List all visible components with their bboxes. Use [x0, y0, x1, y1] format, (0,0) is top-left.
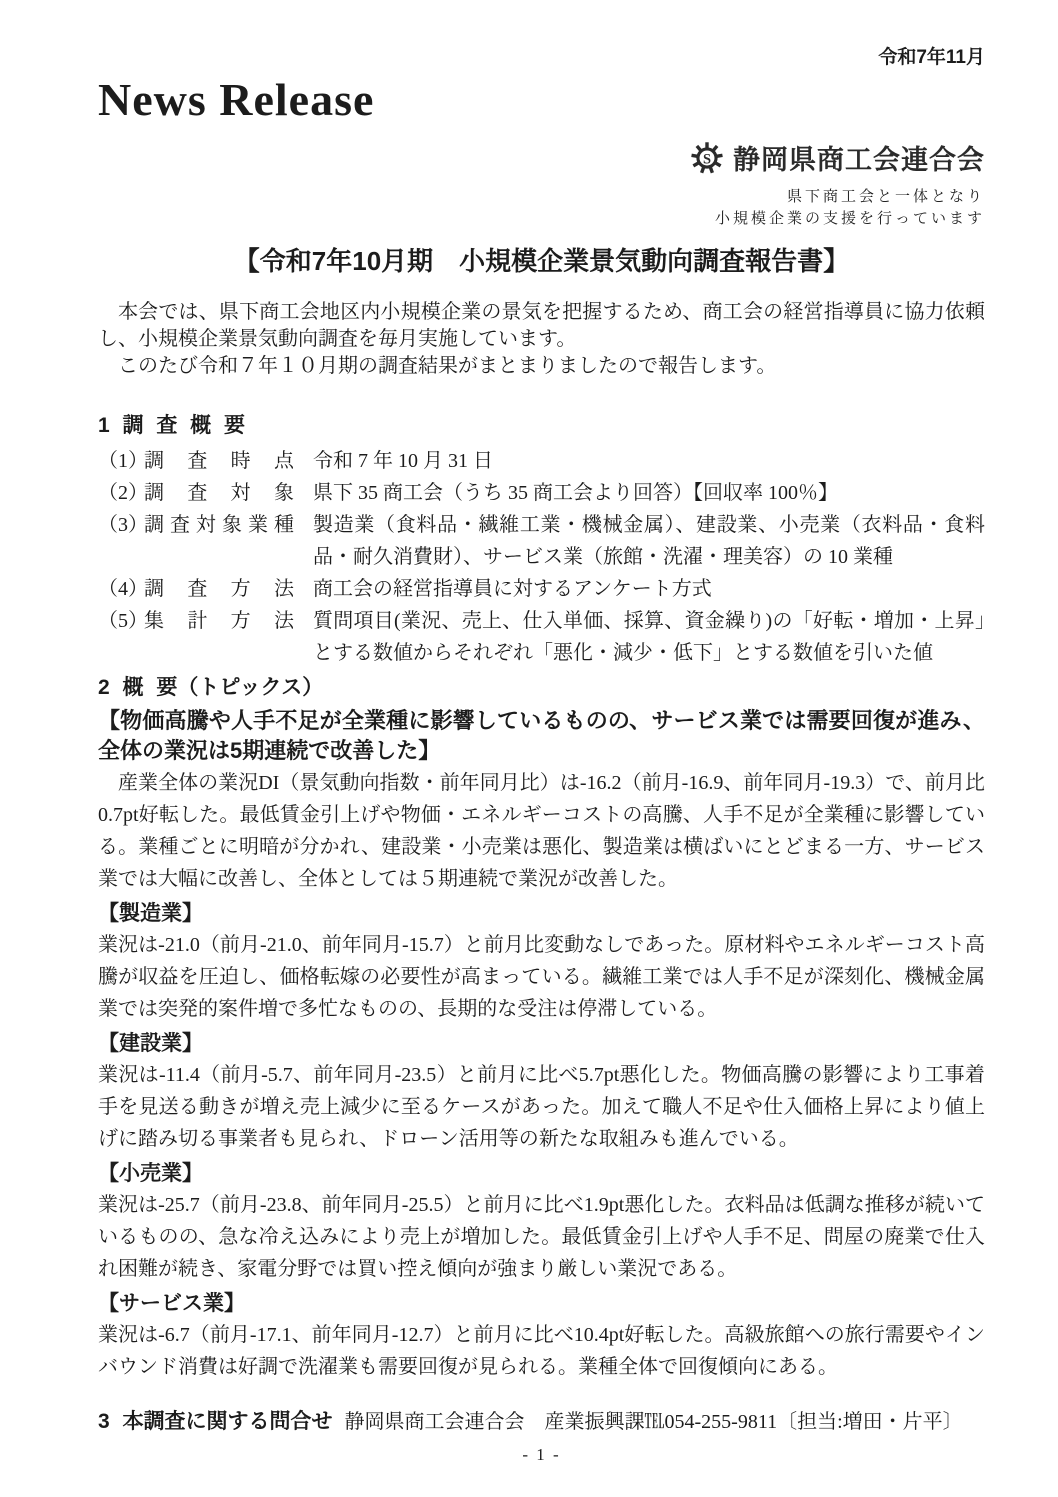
item-content: 商工会の経営指導員に対するアンケート方式 — [313, 578, 712, 600]
item-label: 調査対象業種 — [144, 514, 294, 536]
list-item — [98, 445, 985, 477]
section1-heading: 1 調 査 概 要 — [98, 414, 246, 437]
item-number: （4） — [98, 578, 148, 600]
page-number: - 1 - — [522, 1445, 561, 1464]
category-block-construction — [98, 1028, 985, 1155]
category-heading: 【建設業】 — [98, 1032, 203, 1055]
overview-paragraph: 産業全体の業況DI（景気動向指数・前年同月比）は-16.2（前月-16.9、前年同月-19.3）で、前月比0.7pt好転した。最低賃金引上げや物価・エネルギーコストの高騰、人手不足が全業種に影響している。業種ごとに明暗が分かれ、建設業・小売業は悪化、製造業は横ばいにとどまる一方、サービス業では大幅に改善し、全体としては５期連続で業況が改善した。 — [98, 772, 985, 890]
intro-paragraphs — [98, 299, 985, 380]
category-heading: 【製造業】 — [98, 902, 203, 925]
survey-outline-list — [98, 445, 985, 669]
org-tagline-line2: 小規模企業の支援を行っています — [714, 210, 985, 227]
org-name: 静岡県商工会連合会 — [733, 145, 985, 175]
item-content: 質問項目(業況、売上、仕入単価、採算、資金繰り)の「好転・増加・上昇」とする数値からそれぞれ「悪化・減少・低下」とする数値を引いた値 — [313, 610, 985, 664]
category-body: 業況は-21.0（前月-21.0、前年同月-15.7）と前月比変動なしであった。原材料やエネルギーコスト高騰が収益を圧迫し、価格転嫁の必要性が高まっている。繊維工業では人手不足が深刻化、機械金属業では突発的案件増で多忙なものの、長期的な受注は停滞している。 — [98, 934, 985, 1020]
gear-s-logo-icon — [690, 141, 724, 175]
topic-headline: 【物価高騰や人手不足が全業種に影響しているものの、サービス業では需要回復が進み、全体の業況は5期連続で改善した】 — [98, 708, 985, 763]
contact-line — [98, 1408, 985, 1436]
category-block-service — [98, 1288, 985, 1383]
category-heading: 【サービス業】 — [98, 1292, 245, 1315]
intro-paragraph-2: このたび令和７年１０月期の調査結果がまとまりましたので報告します。 — [118, 355, 777, 377]
org-logo-row — [98, 138, 985, 177]
category-body: 業況は-25.7（前月-23.8、前年同月-25.5）と前月に比べ1.9pt悪化した。衣料品は低調な推移が続いているものの、急な冷え込みにより売上が増加した。最低賃金引上げや人手不足、問屋の廃業で仕入れ困難が続き、家電分野では買い控え傾向が強まり厳しい業況である。 — [98, 1194, 985, 1280]
item-label: 調査方法 — [144, 578, 294, 600]
item-number: （2） — [98, 482, 148, 504]
item-label: 調査時点 — [144, 450, 294, 472]
category-body: 業況は-6.7（前月-17.1、前年同月-12.7）と前月に比べ10.4pt好転した。高級旅館への旅行需要やインバウンド消費は好調で洗濯業も需要回復が見られる。業種全体で回復傾向にある。 — [98, 1324, 985, 1378]
item-number: （5） — [98, 610, 148, 632]
org-tagline-line1: 県下商工会と一体となり — [786, 188, 985, 205]
category-body: 業況は-11.4（前月-5.7、前年同月-23.5）と前月に比べ5.7pt悪化した。物価高騰の影響により工事着手を見送る動きが増え売上減少に至るケースがあった。加えて職人不足や仕入価格上昇により値上げに踏み切る事業者も見られ、ドローン活用等の新たな取組みも進んでいる。 — [98, 1064, 985, 1150]
intro-paragraph-1: 本会では、県下商工会地区内小規模企業の景気を把握するため、商工会の経営指導員に協力依頼し、小規模企業景気動向調査を毎月実施しています。 — [98, 301, 985, 350]
issue-date: 令和7年11月 — [878, 47, 985, 68]
category-heading: 【小売業】 — [98, 1162, 203, 1185]
item-number: （3） — [98, 514, 148, 536]
item-number: （1） — [98, 450, 148, 472]
list-item — [98, 477, 985, 509]
list-item — [98, 509, 985, 573]
section2-heading: 2 概 要（トピックス） — [98, 676, 324, 699]
item-label: 調査対象 — [144, 482, 294, 504]
item-content: 製造業（食料品・繊維工業・機械金属）、建設業、小売業（衣料品・食料品・耐久消費財）、サービス業（旅館・洗濯・理美容）の 10 業種 — [313, 514, 985, 568]
list-item — [98, 605, 985, 669]
item-content: 県下 35 商工会（うち 35 商工会より回答）【回収率 100％】 — [313, 482, 838, 504]
category-block-manufacturing — [98, 898, 985, 1025]
section3-heading: 3 本調査に関する問合せ — [98, 1410, 333, 1433]
news-release-masthead: News Release — [98, 74, 375, 125]
contact-info: 静岡県商工会連合会 産業振興課℡054-255-9811〔担当:増田・片平〕 — [344, 1411, 963, 1433]
list-item — [98, 573, 985, 605]
document-title: 【令和7年10月期 小規模企業景気動向調査報告書】 — [233, 246, 850, 276]
svg-text:S: S — [702, 151, 712, 168]
org-tagline — [98, 186, 985, 230]
item-label: 集計方法 — [144, 610, 294, 632]
category-block-retail — [98, 1158, 985, 1285]
item-content: 令和 7 年 10 月 31 日 — [313, 450, 493, 472]
